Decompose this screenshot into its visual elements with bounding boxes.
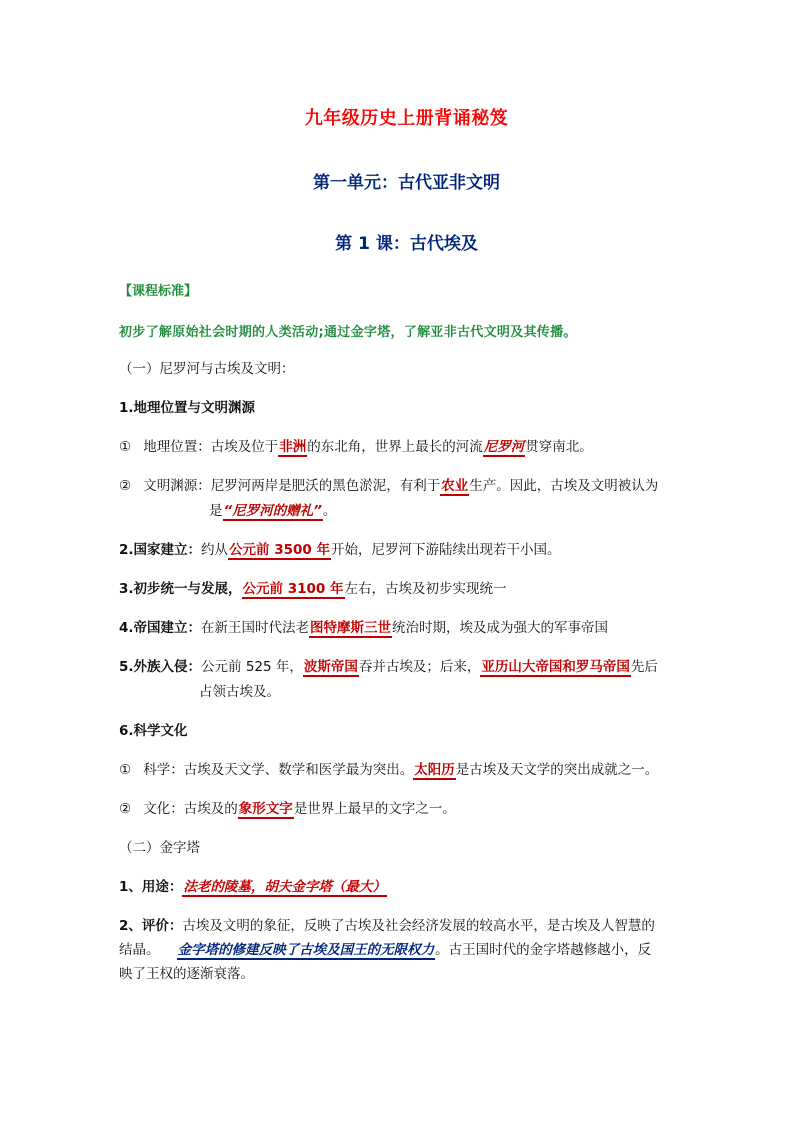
science-number: ①	[119, 762, 132, 778]
origin-text-3: 是	[209, 503, 223, 519]
culture-number: ②	[119, 801, 132, 817]
item6-heading: 6.科学文化	[119, 723, 188, 739]
culture-text-1: 古埃及的	[183, 801, 238, 817]
science-highlight-calendar: 太阳历	[414, 762, 455, 778]
item2-line	[119, 540, 694, 560]
item4-text-1: 在新王国时代法老	[201, 620, 310, 636]
item5-text-3: 先后	[630, 659, 658, 675]
science-text-2: 是古埃及天文学的突出成就之一。	[455, 762, 659, 778]
science-text-1: 古埃及天文学、数学和医学最为突出。	[183, 762, 414, 778]
geo-location-line	[119, 437, 694, 457]
geo-text-1: 古埃及位于	[210, 439, 279, 455]
origin-number: ②	[119, 478, 132, 494]
item5-heading: 5.外族入侵：	[119, 659, 202, 675]
lesson-title: 第 1 课：古代埃及	[335, 234, 478, 254]
geo-label: 地理位置：	[143, 439, 211, 455]
item2-text-2: 开始，尼罗河下游陆续出现若干小国。	[331, 542, 561, 558]
item2-text-1: 约从	[201, 542, 229, 558]
section-heading-nile: （一）尼罗河与古埃及文明：	[119, 361, 295, 377]
culture-text-2: 是世界上最早的文字之一。	[293, 801, 456, 817]
item5-line	[119, 657, 694, 702]
item4-line	[119, 618, 694, 638]
item3-heading: 3.初步统一与发展，	[119, 581, 242, 597]
origin-highlight-agriculture: 农业	[441, 478, 469, 494]
eval-heading: 2、评价：	[119, 918, 183, 934]
item3-line	[119, 579, 694, 599]
culture-line	[119, 799, 694, 819]
item5-text-2: 吞并古埃及；后来，	[358, 659, 481, 675]
item5-line-2: 占领古埃及。	[199, 684, 280, 700]
item1-heading: 1.地理位置与文明渊源	[119, 400, 256, 416]
unit-title: 第一单元：古代亚非文明	[313, 173, 500, 193]
use-line	[119, 877, 694, 897]
origin-highlight-gift: “尼罗河的赠礼”	[223, 503, 322, 519]
item2-heading: 2.国家建立：	[119, 542, 202, 558]
item3-text-1: 左右，古埃及初步实现统一	[344, 581, 507, 597]
origin-text-4: 。	[322, 503, 337, 519]
document-title: 九年级历史上册背诵秘笈	[304, 108, 509, 129]
use-highlight: 法老的陵墓，胡夫金字塔（最大）	[183, 879, 386, 895]
use-heading: 1、用途：	[119, 879, 183, 895]
origin-label: 文明渊源：	[143, 478, 211, 494]
eval-line-2	[119, 940, 694, 960]
culture-label: 文化：	[143, 801, 184, 817]
science-line	[119, 760, 694, 780]
item5-text-1: 公元前 525 年，	[201, 659, 303, 675]
geo-text-3: 贯穿南北。	[525, 439, 593, 455]
geo-text-2: 的东北角，世界上最长的河流	[307, 439, 483, 455]
item2-highlight-date: 公元前 3500 年	[229, 542, 331, 558]
item4-heading: 4.帝国建立：	[119, 620, 202, 636]
eval-text-3: 。古王国时代的金字塔越修越小，反	[435, 942, 652, 958]
eval-line-3: 映了王权的逐渐衰落。	[119, 966, 254, 982]
origin-text-1: 尼罗河两岸是肥沃的黑色淤泥，有利于	[210, 478, 441, 494]
origin-line-2	[119, 501, 694, 521]
geo-number: ①	[119, 439, 132, 455]
origin-line	[119, 476, 694, 521]
geo-highlight-nile: 尼罗河	[483, 439, 525, 455]
curriculum-standard-text: 初步了解原始社会时期的人类活动;通过金字塔，了解亚非古代文明及其传播。	[119, 325, 577, 340]
curriculum-standard-label: 【课程标准】	[119, 284, 198, 299]
item4-highlight-pharaoh: 图特摩斯三世	[310, 620, 392, 636]
section-heading-pyramids: （二）金字塔	[119, 840, 200, 856]
geo-highlight-africa: 非洲	[279, 439, 307, 455]
item4-text-2: 统治时期，埃及成为强大的军事帝国	[392, 620, 609, 636]
origin-text-2: 生产。因此，古埃及文明被认为	[469, 478, 659, 494]
item5-highlight-persia: 波斯帝国	[303, 659, 358, 675]
culture-highlight-hieroglyphs: 象形文字	[238, 801, 293, 817]
science-label: 科学：	[143, 762, 184, 778]
item5-highlight-empires: 亚历山大帝国和罗马帝国	[481, 659, 630, 675]
eval-highlight-power: 金字塔的修建反映了古埃及国王的无限权力	[177, 942, 435, 958]
eval-text-1: 古埃及文明的象征，反映了古埃及社会经济发展的较高水平，是古埃及人智慧的	[182, 918, 655, 934]
eval-text-2: 结晶。	[119, 942, 160, 958]
item3-highlight-date: 公元前 3100 年	[242, 581, 344, 597]
eval-paragraph	[119, 916, 694, 984]
